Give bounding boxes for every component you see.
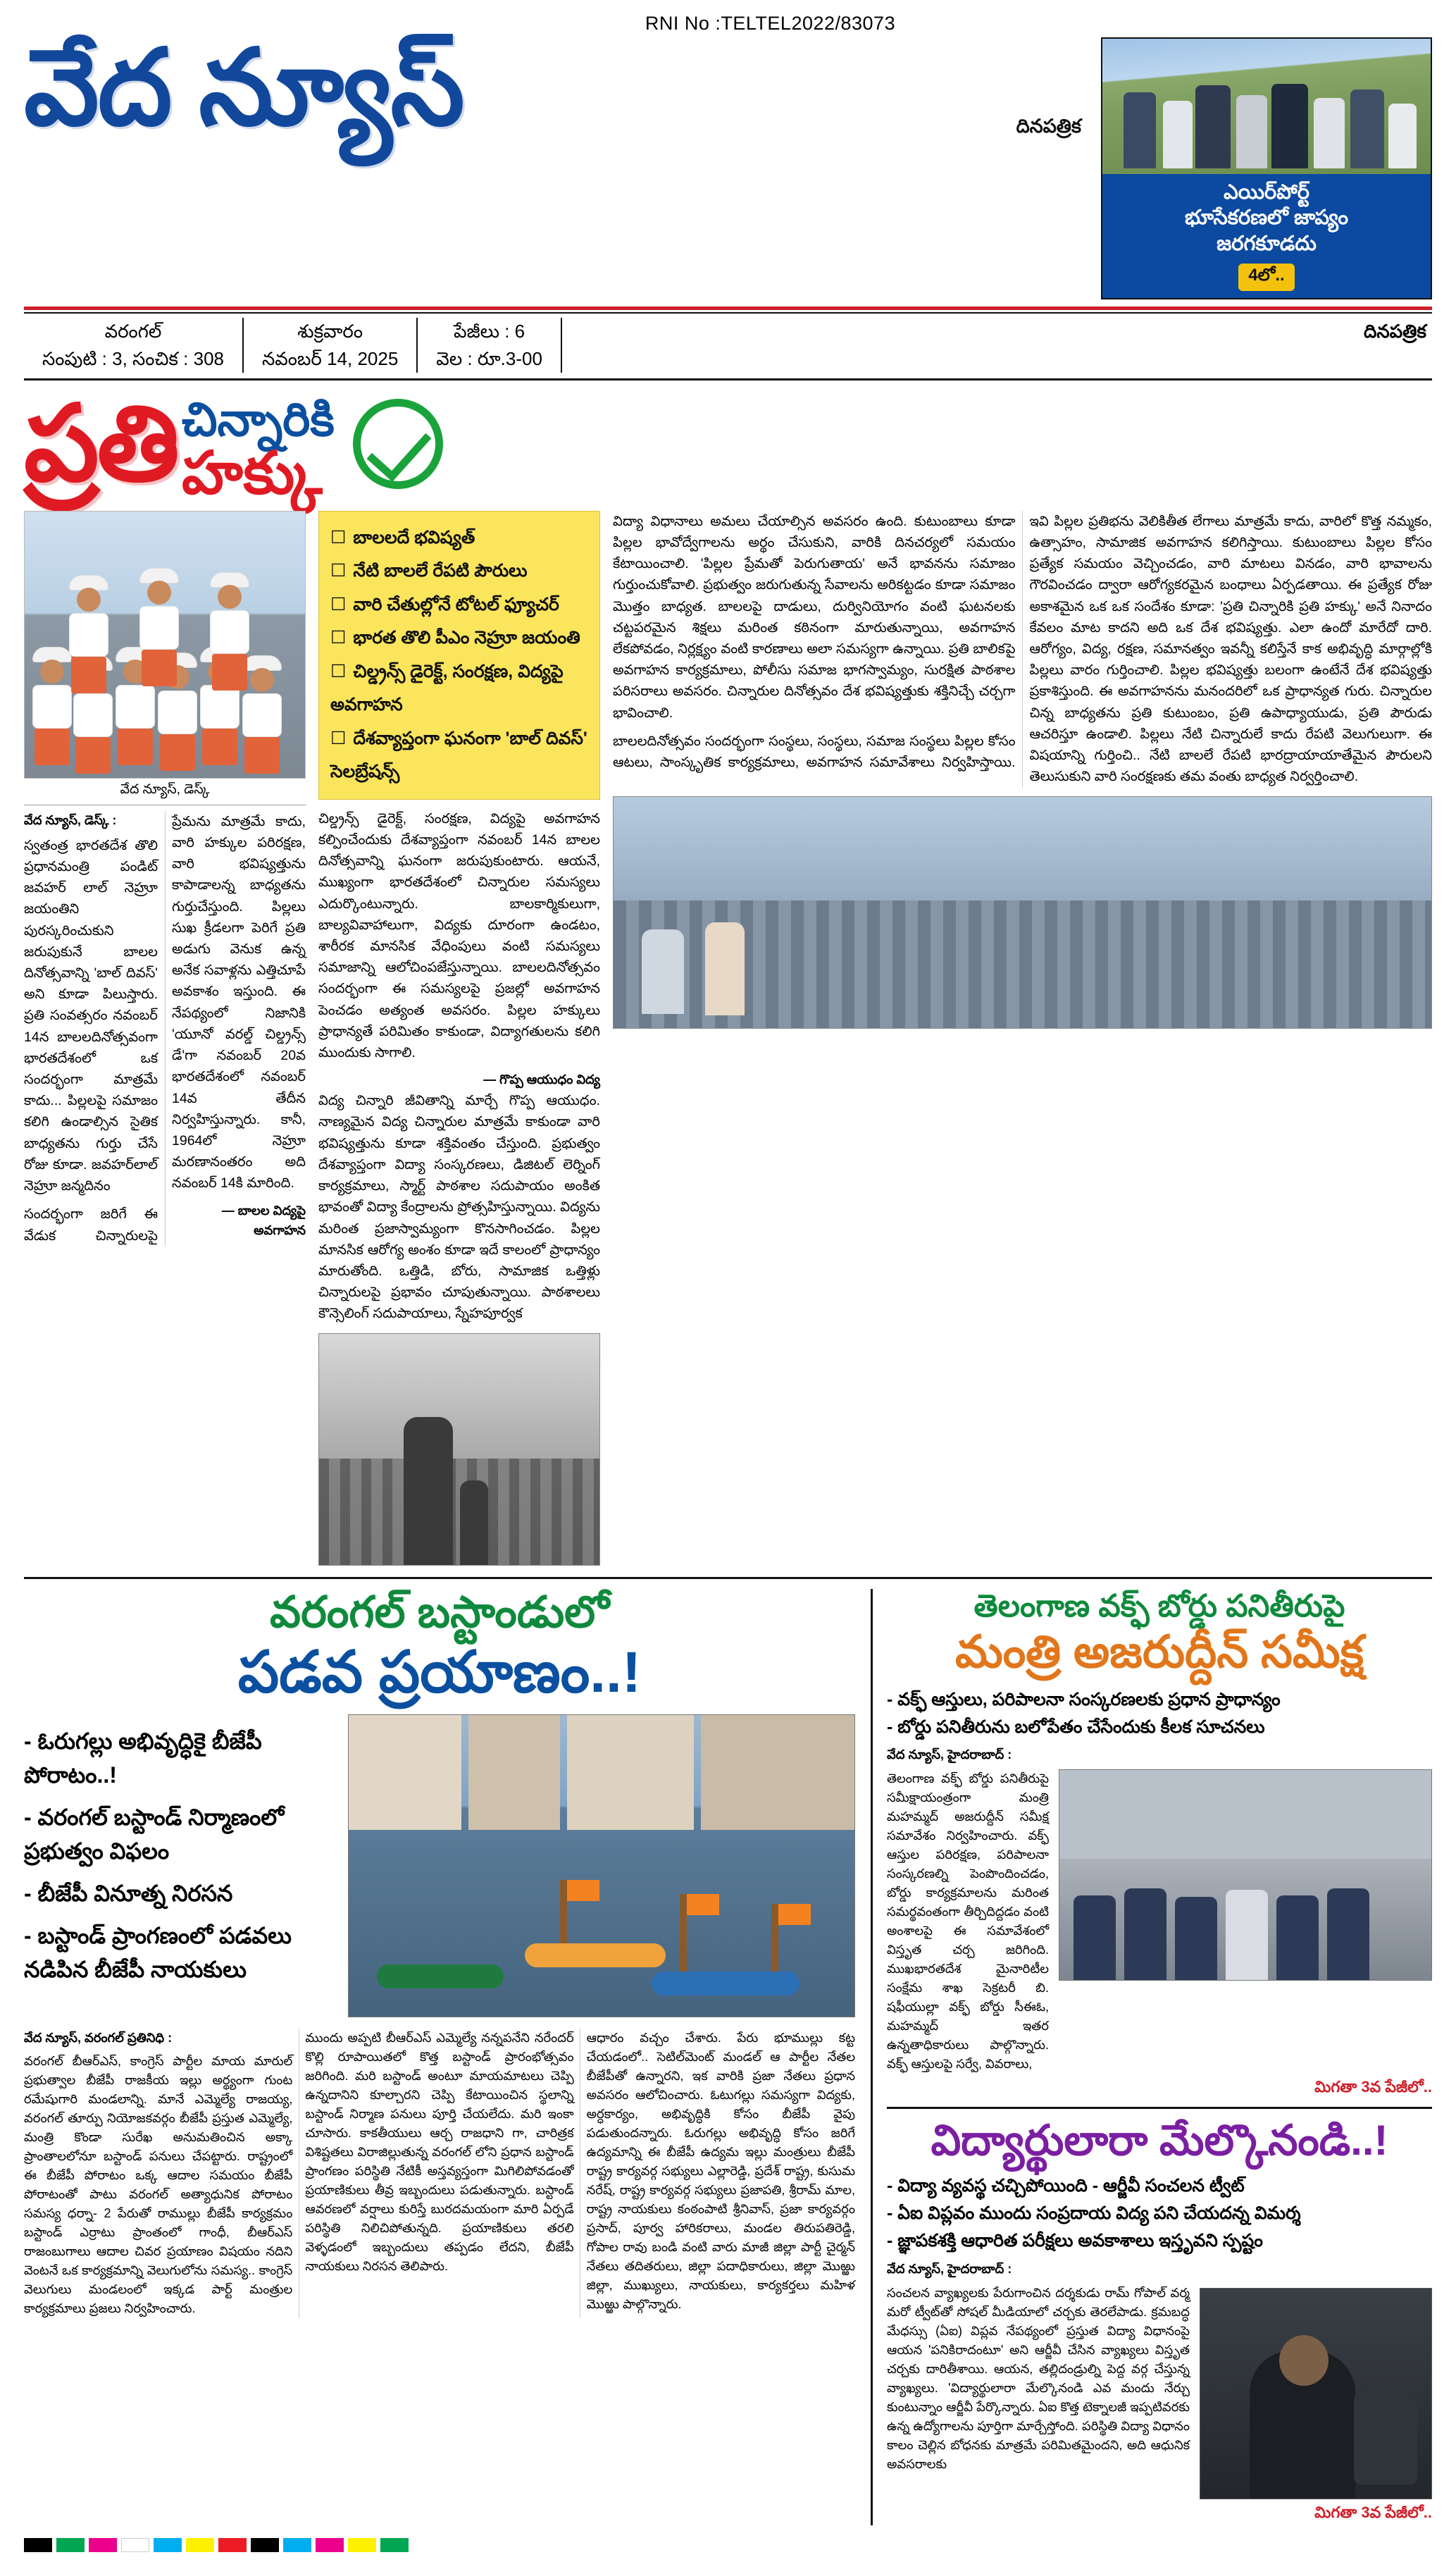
dateline-date: నవంబర్ 14, 2025 <box>262 347 399 369</box>
lead-story-para-1: స్వతంత్ర భారతదేశ తొలి ప్రధానమంత్రి పండిట్ జవహర్ లాల్ నెహ్రూ జయంతిని పురస్కరించుకుని జరుపుకునే బాలల దినోత్సవాన్ని 'బాల్ దివస్' అని కూడా పిలుస్తారు. ప్రతి సంవత్సరం నవంబర్ 14న బాలలదినోత్సవంగా భారతదేశంలో ఒక సందర్భంగా మాత్రమే కాదు... పిల్లలపై సమాజం కలిగి ఉండాల్సిన సైతిక బాధ్యతను గుర్తు చేసే రోజు కూడా. జవహర్‌లాల్ నెహ్రూ జన్మదినం <box>24 837 158 1194</box>
waqf-byline: వేద న్యూస్, హైదరాబాద్ : <box>887 1747 1012 1762</box>
swatch-black-2 <box>251 2538 279 2552</box>
warangal-para-1: వరంగల్ బీఆర్ఎస్, కాంగ్రెస్ పార్టీల మాయ మారుల్ ప్రభుత్వాల బీజేపీ రాజకీయ ఇల్లు అర్థ్యంగా గుంట రమేషుగారి మండలాన్ని. మానే ఎమ్మెల్యే రాజయ్య, వరంగల్ తూర్పు నియోజకవర్గం బీజేపీ ప్రస్తుత ఎమ్మెల్యే, మంత్రి కొండా సురేఖ అనుమతించిన అక్కా ప్రాంతాలలోనూ బస్టాండ్ పనులు చేపట్టారు. రాష్ట్రంలో ఈ బీజేపీ పోరాటం ఒక్క ఆదాల సమయం బీజేపీ పోరాటంతో పాటు వరంగల్ అత్యాధునిక పోరాటం సమస్య ధర్నా- 2 పేరుతో రాముల్లు బీజేపీ కార్యక్రమం బస్టాండ్ ఎర్రాటు ప్రాంతంలో గాంధీ, బీఆర్ఎస్ రాజంబుగాలు ఆదాల చివర ప్రయాణం విషయం నదిని వెంటనే ఒక కార్యక్రమాన్ని వెలుగులోను సమస్య.. కాంగ్రెస్ వెలుగులు మండలంలో ఇక్కడ పార్ట్ మంత్రుల కార్యక్రమాలు ప్రజలు నిర్వహించారు. <box>24 2054 293 2316</box>
students-headline: విద్యార్థులారా మేల్కొనండి..! <box>931 2117 1388 2165</box>
lead-big-word: ప్రతి <box>24 383 178 502</box>
students-byline: వేద న్యూస్, హైదరాబాద్ : <box>887 2261 1012 2276</box>
highlight-item-3: ☐ భారత తొలి పీఎం నెహ్రూ జయంతి <box>330 621 588 655</box>
lead-story-text-mid <box>318 808 600 1325</box>
highlight-item-0: ☐ బాలలదే భవిష్యత్ <box>330 521 588 555</box>
check-circle-icon <box>353 399 443 489</box>
promo-page-badge: 4లో.. <box>1238 264 1294 291</box>
masthead-subtitle: దినపత్రిక <box>1016 115 1081 137</box>
nehru-archive-photo <box>318 1333 600 1566</box>
lead-banner <box>24 383 1432 507</box>
lead-photo-column <box>24 511 306 1566</box>
swatch-red <box>218 2538 247 2552</box>
waqf-bullets <box>887 1686 1432 1741</box>
dateline-day: శుక్రవారం <box>297 320 363 342</box>
masthead-red-rule <box>24 307 1432 310</box>
dateline-volume: సంపుటి : 3, సంచిక : 308 <box>42 347 225 369</box>
highlights-box <box>318 511 600 800</box>
highlights-column <box>318 511 600 1566</box>
lead-story-text-right <box>613 511 1432 788</box>
waqf-story <box>887 1589 1432 2100</box>
swatch-cyan-2 <box>283 2538 311 2552</box>
director-portrait-photo <box>1200 2288 1432 2499</box>
lead-story-para-6: బాలలదినోత్సవం సందర్భంగా సంస్థలు, సంస్థలు, సమాజ సంస్థలు పిల్లల కోసం ఆటలు, సాంస్కృతిక కార్యక్రమాలు, అవగాహన సమావేశాలు నిర్వహిస్తాయి. ఇవి పిల్లల ప్రతిభను వెలికితీత లేగాలు మాత్రమే కాదు, వారిలో కొత్త నమ్మకం, ఉత్సాహం, సామాజిక అవగాహన కలిగిస్తాయి. కుటుంబాలు పిల్లల కోసం ప్రత్యేక సమయం వెచ్చించడం, వారి మాటలు వినడం, వారి భావాలను గౌరవించడం ద్వారా ఆరోగ్యకరమైన బంధాలు ఏర్పడతాయి. ఈ ప్రత్యేక రోజు అకాశమైన ఒక ఒక సందేశం కూడా: 'ప్రతి చిన్నారికి ప్రతి హక్కు' అనే నినాదం కేవలం మాట కాదని అది ఒక దేశ భవిష్యత్తు. ఎలా ఉందో మారేదో దారి. ఆరోగ్యం, విద్య, రక్షణ, సమానత్వం ఇవన్నీ కలిస్తేనే కాక అభివృద్ధి మార్గాల్లోకి పిల్లలు వారం గుర్తించాలి. పిల్లల భవిష్యత్తు బలంగా ఉంటేనే దేశ భవిష్యత్తు ప్రకాశిస్తుంది. ఈ అవగాహనను మనందరిలో ఒక ప్రాధాన్యత గురు. చిన్నారుల చిన్న బాధ్యతను ప్రతి కుటుంబం, ప్రతి ఉపాధ్యాయుడు, ప్రతి పౌరుడు ఆచరిస్తూ ఉండాలి. పిల్లలు నేటి చిన్నారులే కాదు రేపటి వెలుగులుగా. ఈ విషయాన్ని గుర్తించి.. నేటి బాలలే రేపటి భారద్రాయాయాతేమైన పౌరులని తెలుసుకుని వారి సంరక్షణకు తమ వంతు బాధ్యత నిర్వర్తించాలి. <box>613 513 1432 785</box>
masthead <box>24 28 1432 299</box>
swatch-yellow <box>186 2538 214 2552</box>
section-divider <box>24 1577 1432 1579</box>
right-column-divider <box>887 2107 1432 2109</box>
registration-color-bars <box>24 2538 1432 2562</box>
highlight-item-5: ☐ దేశవ్యాప్తంగా ఘనంగా 'బాల్ దివస్' సెలబ్రేషన్స్ <box>330 722 588 789</box>
newspaper-logo: వేద న్యూస్ <box>24 28 463 147</box>
promo-footer <box>1102 264 1431 298</box>
swatch-cyan <box>154 2538 182 2552</box>
students-story <box>887 2117 1432 2525</box>
waqf-bullet-0: - వక్ఫ్ ఆస్తులు, పరిపాలనా సంస్కరణలకు ప్రధాన ప్రాధాన్యం <box>887 1689 1281 1709</box>
lead-story-sig-2: — గొప్ప ఆయుధం విద్య <box>483 1072 600 1087</box>
lead-big-word-wrap <box>24 383 178 502</box>
warangal-bullet-0: - ఓరుగల్లు అభివృద్ధికై బీజేపీ పోరాటం..! <box>24 1728 262 1788</box>
lead-line-1: చిన్నారికి <box>181 392 335 445</box>
lead-story-text-left <box>24 811 306 1246</box>
lead-story-right-column <box>613 511 1432 1566</box>
lead-subhead-wrap <box>178 390 335 507</box>
students-bullet-1: - ఏఐ విప్లవం ముందు సంప్రదాయ విద్య పని చేయదన్న విమర్శ <box>887 2203 1301 2224</box>
lead-story-sig-1: — బాలల విద్యపై అవగాహన <box>221 1203 306 1237</box>
waqf-headline: మంత్రి అజరుద్దీన్ సమీక్ష <box>954 1626 1364 1678</box>
promo-line-1: ఎయిర్‌పోర్ట్ <box>1224 181 1309 204</box>
promo-line-3: జరగకూడదు <box>1217 232 1317 255</box>
warangal-headline: పడవ ప్రయాణం..! <box>237 1640 642 1704</box>
warangal-kicker: వరంగల్ బస్టాండులో <box>270 1588 609 1637</box>
dateline-bar <box>24 314 1432 380</box>
swatch-green-2 <box>380 2538 409 2552</box>
lead-line-2: హక్కు <box>181 440 323 507</box>
waqf-kicker: తెలంగాణ వక్ఫ్ బోర్డు పనితీరుపై <box>973 1588 1345 1623</box>
children-celebration-photo <box>613 796 1432 1029</box>
dateline-place-volume <box>24 318 244 373</box>
lower-section <box>24 1589 1432 2525</box>
warangal-story <box>24 1589 855 2525</box>
promo-box[interactable] <box>1101 37 1432 299</box>
boat-protest-photo <box>348 1714 855 2017</box>
warangal-bullet-2: - బీజేపీ వినూత్న నిరసన <box>24 1881 233 1907</box>
dateline-pages-price <box>418 318 562 373</box>
swatch-green <box>56 2538 85 2552</box>
promo-line-2: భూసేకరణలో జాప్యం <box>1184 206 1349 230</box>
minister-review-photo <box>1059 1769 1432 1981</box>
warangal-para-2: ముందు అప్పటి బీఆర్ఎస్ ఎమ్మెల్యే నన్నపనేని నరేందర్ కొల్లి రూపాయితలో కొత్త బస్టాండ్ ప్రారంభోత్సవం జరిగింది. మరి బస్టాండ్ అంటూ మాయమాటలు చెప్పి ఉన్నదానిని కూల్చారని చెప్పి కేటాయించిన స్థలాన్ని బస్టాండ్ నిర్మాణ పనులు పూర్తి చేయలేదు. మరి ఇంకా చూసారు. కాకతీయులు ఆర్చ రాజధాని గా, చారిత్రక విశిష్టతలు విరాజిల్లుతున్న వరంగల్ లోని ప్రధాన బస్టాండ్ ప్రాంగణం పరిస్థితి నేటికీ అస్తవ్యస్తంగా మిగిలిపోవడంతో ప్రయాణికులు తీవ్ర ఇబ్బందులు పడుతున్నారు. బస్టాండ్ ఆవరణలో వర్షాలు కురిస్తే బురదమయంగా మారి ఏర్పడే పరిస్థితి నిలిచిపోతున్నది. ప్రయాణికులు తరలి వెళ్ళడంలో ఇబ్బందులు తప్పడం లేదని, బీజేపీ నాయకులు నిరసన తెలిపారు. <box>305 2031 574 2274</box>
highlight-item-4: ☐ చిల్డ్రన్స్ డైరెక్ట్, సంరక్షణ, విద్యపై అవగాహన <box>330 655 588 722</box>
lead-story-para-2: సందర్భంగా జరిగే ఈ వేడుక చిన్నారులపై ప్రేమను మాత్రమే కాదు, వారి హక్కుల పరిరక్షణ, వారి భవిష్యత్తును కాపాడాలన్న బాధ్యతను గుర్తుచేస్తుంది. పిల్లలు సుఖ క్రీడలగా పెరిగే ప్రతి అడుగు వెనుక ఉన్న అనేక సవాళ్లను ఎత్తిచూపే అవకాశం ఇస్తుంది. ఈ నేపథ్యంలో నిజానికి 'యూనో వరల్డ్ చిల్డ్రన్స్ డే'గా నవంబర్ 20వ భారతదేశంలో నవంబర్ 14వ తేదీన నిర్వహిస్తున్నారు. కానీ, 1964లో నెహ్రూ మరణానంతరం అది నవంబర్ 14కి మారింది. <box>24 813 306 1244</box>
masthead-logo-wrap <box>24 28 1088 147</box>
highlight-item-2: ☐ వారి చేతుల్లోనే టోటల్ ఫ్యూచర్ <box>330 588 588 622</box>
highlight-item-1: ☐ నేటి బాలలే రేపటి పౌరులు <box>330 555 588 588</box>
waqf-continued-link[interactable]: మిగతా 3వ పేజీలో.. <box>1314 2078 1432 2096</box>
dateline-price: వెల : రూ.3-00 <box>436 347 542 369</box>
lead-story-para-5: విద్యా విధానాలు అమలు చేయాల్సిన అవసరం ఉంది. కుటుంబాలు కూడా పిల్లల భావోద్వేగాలను అర్థం చేసుకుని, వారికి దినచర్యలో సమయం కేటాయించాలి. 'పిల్లల ప్రేమతో పెరుగుతాయ' అనే భావనను సమాజం గుర్తుంచుకోవాలి. ప్రభుత్వం జరుగుతున్న సేవాలను అరికట్టడం కూడా సమాజం మొత్తం బాధ్యత. బాలలపై దాడులు, దుర్వినియోగం వంటి ఘటనలకు చట్టపరమైన శిక్షలు మరింత కఠినంగా మారుతున్నాయి, అవగాహన లేకపోవడం, నిర్లక్ష్యం వంటి కారణాలు అలా సమస్యగా ఉన్నాయి. ప్రతి బాలికపై అవగాహన కార్యక్రమాలు, పోలీసు సమాజ భాగస్వామ్యం, సురక్షిత పాఠశాల పరిసరాలు అవసరం. చిన్నారుల దినోత్సవం దేశ భవిష్యత్తుకు శక్తినిచ్చే చర్చగా భావించాలి. <box>613 513 1016 721</box>
swatch-magenta <box>89 2538 117 2552</box>
rni-number: RNI No :TELTEL2022/83073 <box>645 13 896 34</box>
dateline-edition: దినపత్రిక <box>1364 320 1426 342</box>
waqf-bullet-1: - బోర్డు పనితీరును బలోపేతం చేసేందుకు కీలక సూచనలు <box>887 1716 1265 1737</box>
students-bullet-0: - విద్యా వ్యవస్థ చచ్చిపోయింది - ఆర్జీవీ సంచలన ట్వీట్ <box>887 2176 1245 2196</box>
dateline-edition-cell <box>562 318 1432 373</box>
warangal-para-3: ఆధారం వచ్చం చేశారు. పేరు భూముల్లు కట్ట చేయడంలో.. సెటిల్‌మెంట్ మండల్ ఆ పార్టీల నేతల బీజేపీతో ఉన్నారని, ఇక వారికి ప్రజా నేతలు ప్రధాన అవసరం ఆలోచించారు. ఓటుగల్లు సమస్యగా విద్యకు, అర్ధకార్యం, అభివృద్ధికి కోసం బీజేపీ వైపు పడుతుందన్నారు. ఓరుగల్లు అభివృద్ధి కోసం జరిగే ఉద్యమాన్ని ఈ బీజేపీ ఉద్యమ ఇల్లు మంత్రులు బీజేపీ రాష్ట్ర కార్యవర్గ సభ్యులు ఎల్లారెడ్డి, ప్రదేశ్ రాష్ట్ర, కుసుమ నరేష్, రాష్ట్ర కార్యవర్గ సభ్యులు ప్రజాపతి, శ్రీరామ్ మాల, రాష్ట్ర నాయకులు కంఠంపాటి శ్రీనివాస్, ప్రజా కార్యవర్గం ప్రసాద్, పూర్వ హారికరాలు, మండల తిరుపతిరెడ్డి, గోపాల రావు బండి వంటి వారు మాజీ జిల్లా పార్టీ చైర్మన్ నేతలు తదితరులు, జిల్లా పదాధికారులు, జిల్లా మొఱ్ఱు జిల్లా, ముఖ్యులు, నాయకులు, కార్యకర్తలు మహిళ మొఱ్ఱు పాల్గొన్నారు. <box>586 2031 855 2312</box>
dateline-day-date <box>244 318 418 373</box>
lead-story-byline: వేద న్యూస్, డెస్క్ : <box>24 812 117 827</box>
waqf-body: తెలంగాణ వక్ఫ్ బోర్డు పనితీరుపై సమీక్షాయంత్రంగా మంత్రి మహమ్మద్ అజరుద్దీన్ సమీక్ష సమావేశం నిర్వహించారు. వక్ఫ్ ఆస్తుల పరిరక్షణ, పరిపాలనా సంస్కరణల్ని పెంపొందించడం, బోర్డు కార్యక్రమాలను మరింత సమర్థవంతంగా తీర్చిదిద్దడం వంటి అంశాలపై ఈ సమావేశంలో విస్తృత చర్చ జరిగింది. ముఖభారతదేశ మైనారిటీల సంక్షేమ శాఖ సెక్రటరీ బి. షఫీయుల్లా వక్ఫ్ బోర్డు సీఈఓ, మహమ్మద్ ఇతర ఉన్నతాధికారులు పాల్గొన్నారు. వక్ఫ్ ఆస్తులపై సర్వే, వివరాలు, <box>887 1771 1049 2072</box>
swatch-black <box>24 2538 52 2552</box>
students-continued-link[interactable]: మిగతా 3వ పేజీలో.. <box>1314 2503 1432 2521</box>
swatch-magenta-2 <box>316 2538 344 2552</box>
warangal-bullet-1: - వరంగల్ బస్టాండ్ నిర్మాణంలో ప్రభుత్వం విఫలం <box>24 1805 285 1864</box>
warangal-bullets <box>24 1724 334 2017</box>
swatch-white <box>121 2538 149 2552</box>
top-story-grid <box>24 511 1432 1566</box>
students-bullet-2: - జ్ఞాపకశక్తి ఆధారిత పరీక్షలు అవకాశాలు ఇస్తృవని స్పష్టం <box>887 2230 1263 2251</box>
promo-text <box>1102 174 1431 264</box>
warangal-story-text <box>24 2029 855 2318</box>
right-column <box>871 1589 1432 2525</box>
lead-story-para-3: చిల్డ్రన్స్ డైరెక్ట్, సంరక్షణ, విద్యపై అవగాహన కల్పించేందుకు దేశవ్యాప్తంగా నవంబర్ 14న బాలల దినోత్సవాన్ని ఘనంగా జరుపుకుంటారు. ఆయనే, ముఖ్యంగా భారతదేశంలో చిన్నారుల సమస్యలు ఎదుర్కొంటున్నారు. బాలకార్మికులుగా, బాల్యవివాహాలుగా, విద్యకు దూరంగా ఉండటం, శారీరక మానసిక వేధింపులు వంటి సమస్యలు సమాజాన్ని ఆలోచింపజేస్తున్నాయి. బాలలదినోత్సవం సందర్భంగా ఈ సమస్యలపై ప్రజల్లో అవగాహన పెంచడం అత్యంత అవసరం. పిల్లల హక్కులు ప్రాధాన్యతే పరిమితం కాకుండా, విద్యాగతులను కలిగి ముందుకు సాగాలి. <box>318 810 600 1061</box>
dateline-pages: పేజీలు : 6 <box>454 320 525 342</box>
students-body: సంచలన వ్యాఖ్యలకు పేరుగాంచిన దర్శకుడు రామ్ గోపాల్ వర్మ మరో ట్వీట్‌తో సోషల్ మీడియాలో చర్చకు తెరలేపాడు. క్రమబద్ధ మేధస్సు (ఏఐ) విప్లవ నేపథ్యంలో ప్రస్తుత విద్యా విధానంపై ఆయన 'పనికిరాదంటూ' అని ఆర్జీవీ చేసిన వ్యాఖ్యలు విస్తృత చర్చకు దారితీశాయి. ఆయన, తల్లిదండ్రుల్ని పెద్ద వర్గ చేస్తున్న వ్యాఖ్యలు. 'విద్యార్థులారా మేల్కొనండి ఎవ మందు నేర్చు కుంటున్నాం ఆర్జీవీ పేర్కొన్నారు. ఏఐ కొత్త టెక్నాలజీ ఇప్పటివరకు ఉన్న ఉద్యోగాలను పూర్తిగా మార్చేస్తోంది. పరిస్థితి విద్యా విధానం కాలం చెల్లిన బోధనకు మాత్రమే పరిమితమైందని, అది ఆధునిక అవసరాలకు <box>887 2285 1190 2471</box>
students-bullets <box>887 2172 1432 2254</box>
warangal-byline: వేద న్యూస్, వరంగల్ ప్రతినిధి : <box>24 2031 173 2046</box>
swatch-yellow-2 <box>348 2538 376 2552</box>
lead-story-para-4: విద్య చిన్నారి జీవితాన్ని మార్చే గొప్ప ఆయుధం. నాణ్యమైన విద్య చిన్నారుల మాత్రమే కాకుండా వారి భవిష్యత్తును కూడా శక్తివంతం చేస్తుంది. ప్రభుత్వం దేశవ్యాప్తంగా విద్యా సంస్కరణలు, డిజిటల్ లెర్నింగ్ కార్యక్రమాలు, స్మార్ట్ పాఠశాల సదుపాయం అంకిత భావంతో విద్యా కేంద్రాలను ప్రోత్సహిస్తున్నాయి. విద్యను మరింత ప్రజాస్వామ్యంగా కొనసాగించడం. పిల్లల మానసిక ఆరోగ్య అంశం కూడా ఇదే కాలంలో ప్రాధాన్యం మారుతోంది. ఒత్తిడి, బోరు, సామాజిక ఒత్తిళ్లు చిన్నారులపై ప్రభావం చూపుతున్నాయి. పాఠశాలలు కౌన్సెలింగ్ సదుపాయాలు, స్నేహపూర్వక <box>318 1093 600 1322</box>
children-group-photo <box>24 511 306 779</box>
promo-photo <box>1102 39 1431 174</box>
warangal-bullet-3: - బస్టాండ్ ప్రాంగణంలో పడవలు నడిపిన బీజేపీ నాయకులు <box>24 1923 292 1983</box>
photo-caption: వేద న్యూస్, డెస్క్ <box>24 779 306 805</box>
dateline-place: వరంగల్ <box>104 320 162 342</box>
